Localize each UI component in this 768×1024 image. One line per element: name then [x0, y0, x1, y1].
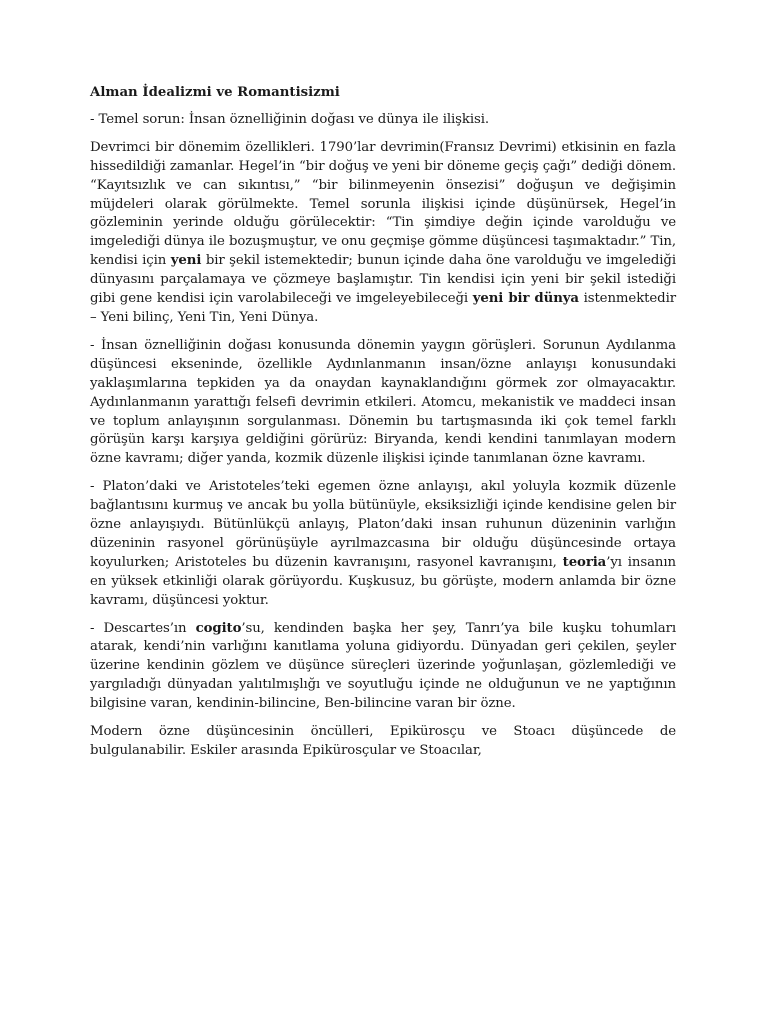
emphasis-yeni-bir-dunya: yeni bir dünya — [472, 291, 579, 307]
paragraph-text: istenmektedir – Yeni bilinç, Yeni Tin, Yeni Dünya. — [90, 291, 676, 325]
paragraph-platon-aristoteles — [90, 478, 676, 610]
paragraph-core-problem: - Temel sorun: İnsan öznelliğinin doğası ve dünya ile ilişkisi. — [90, 111, 490, 127]
paragraph-enlightenment: - İnsan öznelliğinin doğası konusunda dönemin yaygın görüşleri. Sorunun Aydılanma düşüncesi ekseninde, özellikle Aydınlanmanın insan/özne anlayışı konusundaki yaklaşımlarına tepkiden ya da onaydan kaynaklandığını görmek zor olmayacaktır. Aydınlanmanın yarattığı felsefi devrimin etkileri. Atomcu, mekanistik ve maddeci insan ve toplum anlayışının sorgulanması. Dönemin bu tartışmasında iki çok temel farklı görüşün karşı karşıya geldiğini görürüz: Biryanda, kendi kendini tanımlayan modern özne kavramı; diğer yanda, kozmik düzenle ilişkisi içinde tanımlanan özne kavramı. — [90, 337, 676, 467]
paragraph-text: - Platon’daki ve Aristoteles’teki egemen özne anlayışı, akıl yoluyla kozmik düzenle bağlantısını kurmuş ve ancak bu yolla bütünüyle, eksiksizliği içinde kendisine gelen bir özne anlayışıydı. Bütünlükçü anlayış, Platon’daki insan ruhunun düzeninin varlığın düzeninin rasyonel görünüşüyle ayrılmazcasına bir olduğu düşüncesinde ortaya koyulurken; Aristoteles bu düzenin kavranışını, rasyonel kavranışını, — [90, 479, 676, 570]
paragraph-descartes — [90, 620, 676, 715]
paragraph-text: bir şekil istemektedir; bunun içinde daha öne varolduğu ve imgelediği dünyasını parçalamaya ve çözmeye başlamıştır. Tin kendisi için yeni bir şekil istediği gibi gene kendisi için varolabileceği ve imgeleyebileceği — [90, 253, 676, 307]
paragraph-text: Devrimci bir dönemim özellikleri. 1790’lar devrimin(Fransız Devrimi) etkisinin en fazla hissedildiği zamanlar. Hegel’in “bir doğuş ve yeni bir döneme geçiş çağı” dediği dönem. “Kayıtsızlık ve can sıkıntısı,” “bir bilinmeyenin önsezisi” doğuşun ve değişimin müjdeleri olarak görülmekte. Temel sorunla ilişkisi içinde düşünürsek, Hegel’in gözleminin yerinde olduğu görülecektir: “Tin şimdiye değin içinde varolduğu ve imgelediği dünya ile bozuşmuştur, ve onu geçmişe gömme düşüncesi taşımaktadır.” Tin, kendisi için — [90, 139, 676, 269]
paragraph-text: ’su, kendinden başka her şey, Tanrı’ya bile kuşku tohumları atarak, kendi’nin varlığını kanıtlama yoluna gidiyordu. Dünyadan geri çekilen, şeyler üzerine kendinin gözlem ve düşünce süreçleri üzerinde yoğunlaşan, gözlemlediği ve yargıladığı dünyadan yalıtılmışlığı ve soyutluğu içinde ne olduğunun ve ne yaptığının bilgisine varan, kendinin-bilincine, Ben-bilincine varan bir özne. — [90, 620, 676, 712]
paragraph-text: - Descartes’ın — [90, 620, 196, 636]
paragraph-modern-subject: Modern özne düşüncesinin öncülleri, Epikürosçu ve Stoacı düşüncede de bulgulanabilir. Eskiler arasında Epikürosçular ve Stoacılar, — [90, 724, 676, 758]
emphasis-yeni: yeni — [170, 253, 202, 269]
emphasis-teoria: teoria — [562, 554, 607, 570]
paragraph-revolutionary-era — [90, 139, 676, 328]
emphasis-cogito: cogito — [195, 620, 242, 636]
document-page — [90, 84, 676, 770]
document-title: Alman İdealizmi ve Romantisizmi — [90, 85, 340, 100]
paragraph-text: ’yı insanın en yüksek etkinliği olarak görüyordu. Kuşkusuz, bu görüşte, modern anlamda bir özne kavramı, düşüncesi yoktur. — [90, 554, 676, 608]
